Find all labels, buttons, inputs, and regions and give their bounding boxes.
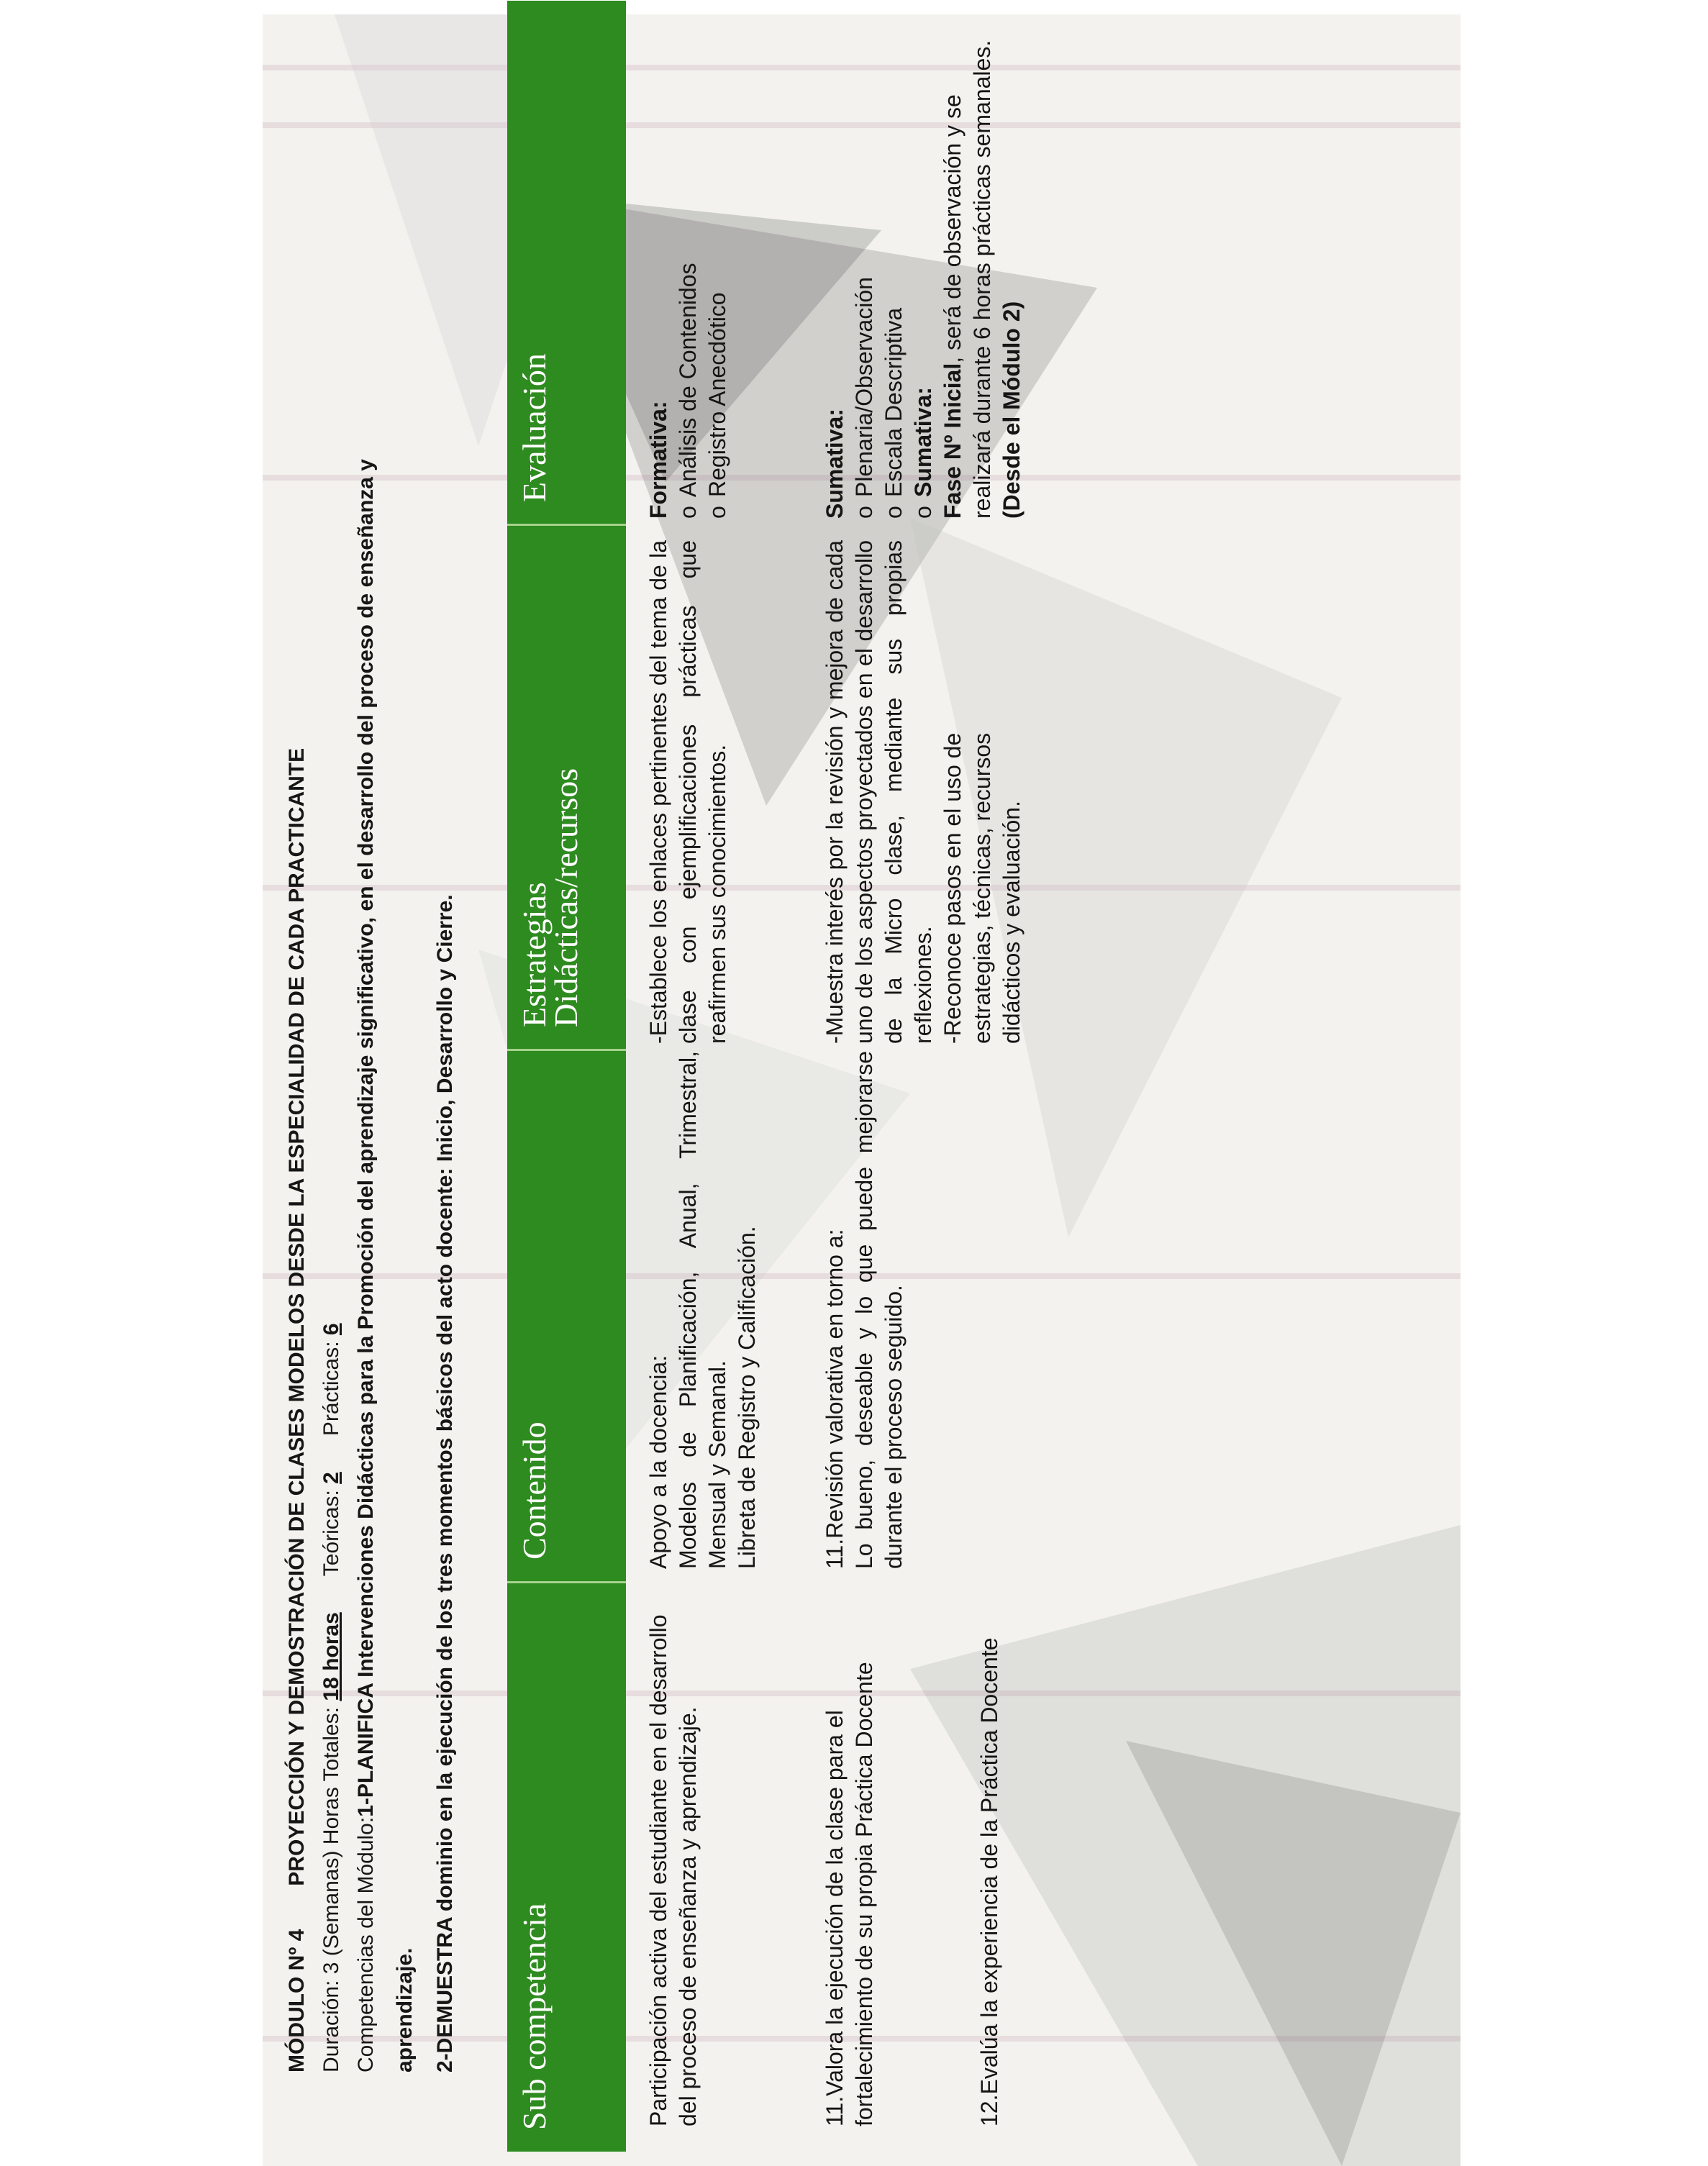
row2-sub-competencia-text: 11.Valora la ejecución de la clase para el fortalecimiento de su propia Práctica Docente bbox=[822, 1662, 877, 2126]
row1-contenido bbox=[644, 1051, 762, 1569]
row1-sub-competencia-text: Participación activa del estudiante en el desarrollo del proceso de enseñanza y aprendizaje. bbox=[645, 1614, 701, 2126]
bullet-icon: o bbox=[881, 506, 907, 519]
bullet-icon: o bbox=[910, 506, 936, 519]
module-title-line bbox=[284, 748, 310, 2072]
row2-eval-heading-1: Sumativa: bbox=[822, 409, 848, 519]
horas-label: Horas Totales: bbox=[319, 1706, 343, 1845]
module-title: PROYECCIÓN Y DEMOSTRACIÓN DE CLASES MODELOS DESDE LA ESPECIALIDAD DE CADA PRACTICANTE bbox=[285, 747, 309, 1886]
row1-estrategia bbox=[644, 540, 732, 1044]
competencia-2: 2-DEMUESTRA dominio en la ejecución de los tres momentos básicos del acto docente: Inicio, Desarrollo y Cierre. bbox=[433, 894, 457, 2072]
teoricas-value: 2 bbox=[319, 1472, 343, 1484]
row2-contenido-2: Lo bueno, deseable y lo que puede mejorarse durante el proceso seguido. bbox=[851, 1051, 907, 1569]
bullet-icon: o bbox=[704, 506, 730, 519]
row1-contenido-2: Modelos de Planificación, Anual, Trimestral, Mensual y Semanal. bbox=[675, 1051, 730, 1569]
competencia-1: 1-PLANIFICA Intervenciones Didácticas para la Promoción del aprendizaje significativo, en el desarrollo del proceso de enseñanza y bbox=[354, 459, 378, 1817]
teoricas-label: Teóricas: bbox=[319, 1490, 343, 1577]
row1-eval-item: Registro Anecdótico bbox=[704, 292, 730, 497]
row2-eval-fase bbox=[938, 15, 1027, 519]
row3-sub-competencia-text: 12.Evalúa la experiencia de la Práctica Docente bbox=[976, 1637, 1002, 2126]
row3-sub-competencia bbox=[975, 1608, 1004, 2126]
competencias-line-cont bbox=[392, 1948, 418, 2072]
row2-estrategia bbox=[820, 540, 1027, 1044]
row1-sub-competencia bbox=[644, 1608, 703, 2126]
list-item bbox=[850, 15, 879, 519]
row1-contenido-3: Libreta de Registro y Calificación. bbox=[734, 1226, 760, 1569]
row1-eval-heading: Formativa: bbox=[645, 401, 671, 519]
competencia-2-line bbox=[432, 894, 458, 2072]
header-estrategias-line2: Didácticas/recursos bbox=[548, 768, 584, 1027]
module-label: MÓDULO Nº 4 bbox=[285, 1929, 309, 2072]
list-item bbox=[673, 15, 703, 519]
duracion-label: Duración: 3 (Semanas) bbox=[319, 1850, 343, 2072]
row2-contenido-1: 11.Revisión valorativa en torno a: bbox=[822, 1229, 848, 1569]
row2-evaluacion bbox=[820, 15, 1027, 519]
competencias-line bbox=[353, 459, 379, 2072]
header-sub-competencia: Sub competencia bbox=[516, 1903, 553, 2130]
row1-contenido-1: Apoyo a la docencia: bbox=[645, 1355, 671, 1569]
practicas-value: 6 bbox=[319, 1323, 343, 1336]
row2-estrategia-2: -Reconoce pasos en el uso de estrategias, técnicas, recursos didácticos y evaluación. bbox=[940, 732, 1025, 1044]
bullet-icon: o bbox=[851, 506, 877, 519]
competencias-prefix: Competencias del Módulo: bbox=[354, 1816, 378, 2072]
rotated-page bbox=[259, 0, 1453, 2166]
list-item bbox=[879, 15, 909, 519]
list-item bbox=[703, 15, 732, 519]
list-item bbox=[909, 15, 938, 519]
practicas-label: Prácticas: bbox=[319, 1341, 343, 1437]
row1-estrategia-text: -Establece los enlaces pertinentes del tema de la clase con ejemplificaciones prácticas que reafirmen sus conocimientos. bbox=[645, 540, 730, 1044]
row2-sub-competencia bbox=[820, 1608, 879, 2126]
row2-eval-fase-text: , será de observación y se realizará durante 6 horas prácticas semanales. bbox=[940, 40, 995, 519]
header-contenido: Contenido bbox=[507, 1051, 626, 1583]
horas-value: 18 horas bbox=[319, 1612, 343, 1701]
duration-line bbox=[319, 1323, 345, 2072]
bullet-icon: o bbox=[675, 506, 701, 519]
table-header-row bbox=[507, 1, 626, 2152]
header-estrategias bbox=[507, 526, 626, 1051]
row1-evaluacion bbox=[644, 15, 732, 519]
row2-eval-heading-2: Sumativa: bbox=[910, 387, 936, 497]
row2-estrategia-1: -Muestra interés por la revisión y mejora de cada uno de los aspectos proyectados en el desarrollo de la Micro clase, mediante sus propias reflexiones. bbox=[822, 540, 936, 1044]
header-evaluacion: Evaluación bbox=[507, 1, 626, 526]
row2-eval-fase-tail: (Desde el Módulo 2) bbox=[999, 301, 1025, 519]
header-estrategias-line1: Estrategias bbox=[516, 882, 553, 1027]
competencia-1-cont: aprendizaje. bbox=[393, 1947, 417, 2072]
row2-eval-item: Plenaria/Observación bbox=[851, 277, 877, 497]
row2-eval-item: Escala Descriptiva bbox=[881, 307, 907, 497]
row2-eval-fase-bold: Fase Nº Inicial bbox=[940, 363, 966, 519]
row1-eval-item: Análisis de Contenidos bbox=[675, 263, 701, 497]
row2-contenido bbox=[820, 1051, 909, 1569]
